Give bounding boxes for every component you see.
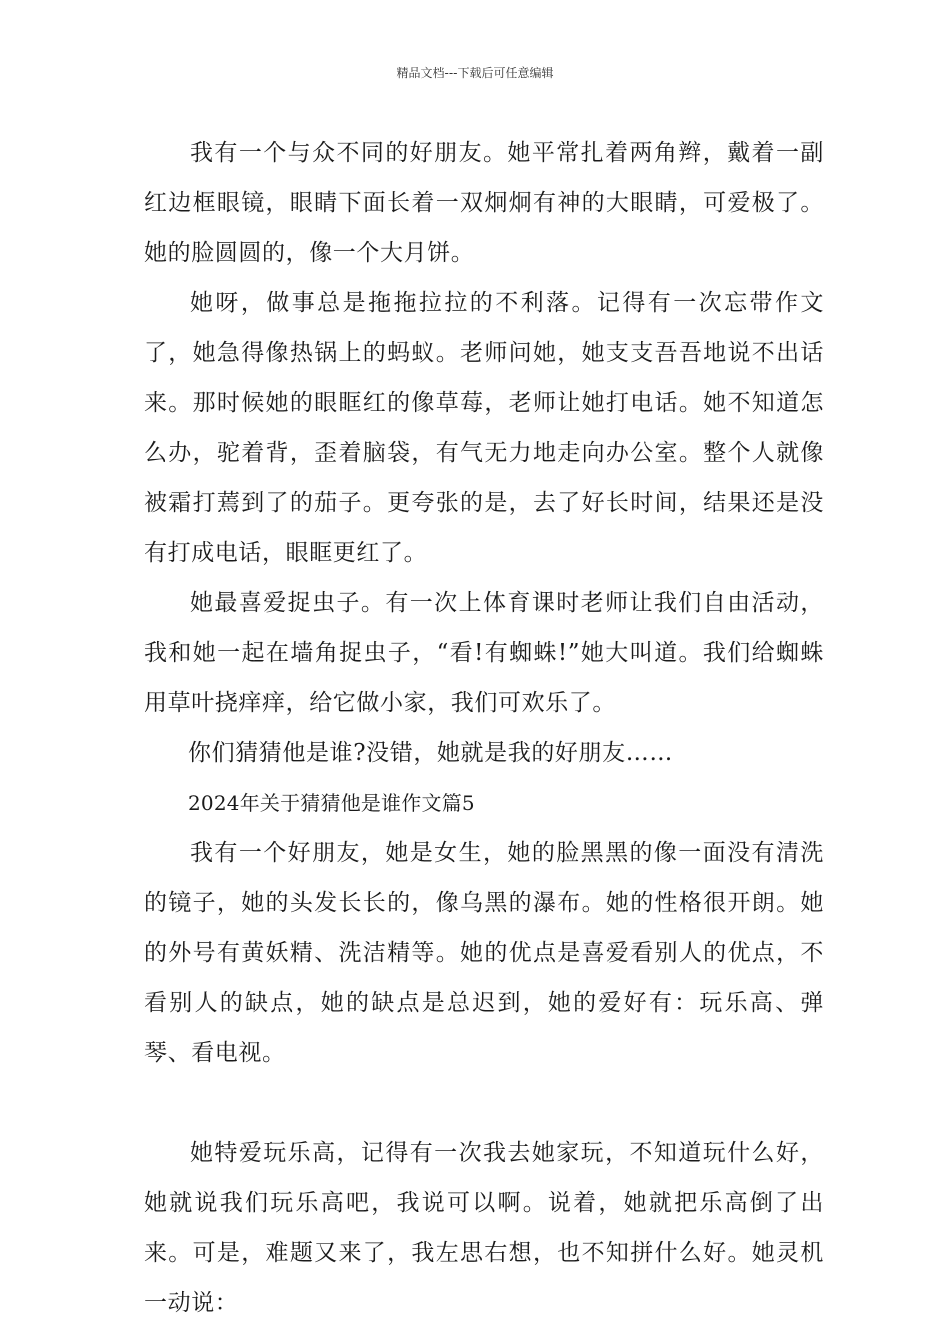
paragraph-guess-who: 你们猜猜他是谁?没错，她就是我的好朋友……: [188, 740, 673, 766]
document-body: [144, 128, 824, 1328]
paragraph-catching-bugs: 她最喜爱捉虫子。有一次上体育课时老师让我们自由活动，我和她一起在墙角捉虫子，“看!有蜘蛛!”她大叫道。我们给蜘蛛用草叶挠痒痒，给它做小家，我们可欢乐了。: [144, 590, 824, 716]
page-header: 精品文档---下载后可任意编辑: [396, 66, 554, 80]
paragraph-good-friend: 我有一个好朋友，她是女生，她的脸黑黑的像一面没有清洗的镜子，她的头发长长的，像乌黑的瀑布。她的性格很开朗。她的外号有黄妖精、洗洁精等。她的优点是喜爱看别人的优点，不看别人的缺点，她的缺点是总迟到，她的爱好有：玩乐高、弹琴、看电视。: [144, 840, 824, 1066]
section-heading: 2024年关于猜猜他是谁作文篇5: [188, 791, 475, 815]
paragraph-forgot-homework: 她呀，做事总是拖拖拉拉的不利落。记得有一次忘带作文了，她急得像热锅上的蚂蚁。老师问她，她支支吾吾地说不出话来。那时候她的眼眶红的像草莓，老师让她打电话。她不知道怎么办，驼着背，歪着脑袋，有气无力地走向办公室。整个人就像被霜打蔫到了的茄子。更夸张的是，去了好长时间，结果还是没有打成电话，眼眶更红了。: [144, 290, 824, 566]
paragraph-friend-description: 我有一个与众不同的好朋友。她平常扎着两角辫，戴着一副红边框眼镜，眼睛下面长着一双炯炯有神的大眼睛，可爱极了。她的脸圆圆的，像一个大月饼。: [144, 140, 824, 266]
paragraph-lego: 她特爱玩乐高，记得有一次我去她家玩，不知道玩什么好，她就说我们玩乐高吧，我说可以啊。说着，她就把乐高倒了出来。可是，难题又来了，我左思右想，也不知拼什么好。她灵机一动说：: [144, 1140, 824, 1316]
blank-line: [144, 1078, 824, 1128]
